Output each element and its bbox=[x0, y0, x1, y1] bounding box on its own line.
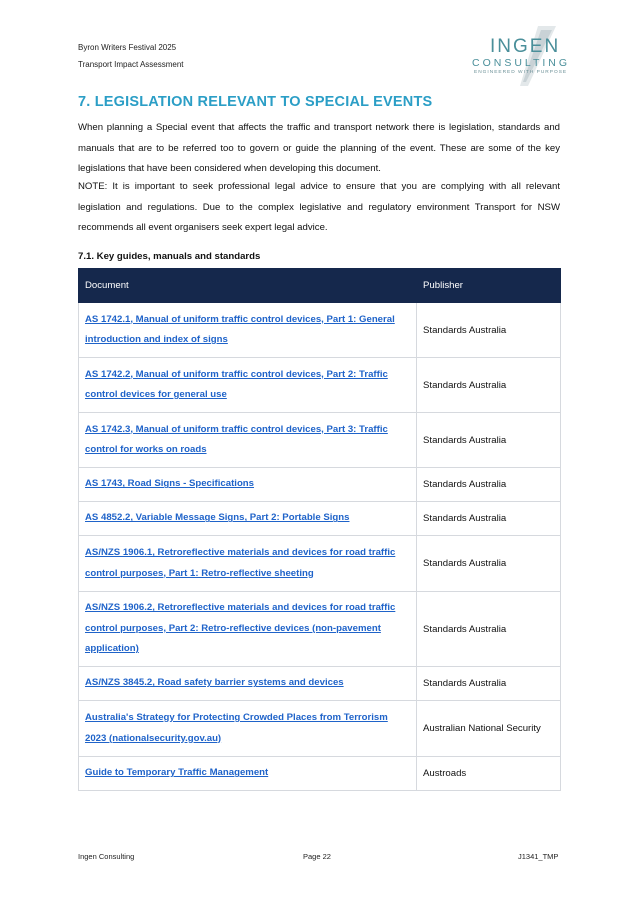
document-link[interactable]: AS 1742.1, Manual of uniform traffic control devices, Part 1: General introduction and index of signs bbox=[85, 313, 395, 345]
document-link[interactable]: Guide to Temporary Traffic Management bbox=[85, 767, 269, 779]
publisher-cell: Standards Australia bbox=[417, 667, 561, 701]
publisher-cell: Standards Australia bbox=[417, 303, 561, 358]
document-cell bbox=[79, 757, 417, 791]
document-cell bbox=[79, 592, 417, 667]
header-document-type: Transport Impact Assessment bbox=[78, 60, 184, 69]
publisher-cell: Standards Australia bbox=[417, 536, 561, 592]
table-row bbox=[79, 413, 561, 468]
document-cell bbox=[79, 536, 417, 592]
table-row bbox=[79, 667, 561, 701]
header-event-name: Byron Writers Festival 2025 bbox=[78, 43, 177, 52]
document-link[interactable]: Australia's Strategy for Protecting Crowded Places from Terrorism 2023 (nationalsecurity.gov.au) bbox=[85, 712, 388, 744]
document-cell bbox=[79, 358, 417, 413]
publisher-cell: Standards Australia bbox=[417, 592, 561, 667]
table-row bbox=[79, 358, 561, 413]
document-cell bbox=[79, 667, 417, 701]
page-header bbox=[78, 39, 184, 73]
logo-tagline: ENGINEERED WITH PURPOSE bbox=[474, 70, 568, 75]
publisher-cell: Australian National Security bbox=[417, 701, 561, 757]
publisher-cell: Standards Australia bbox=[417, 358, 561, 413]
publisher-cell: Standards Australia bbox=[417, 468, 561, 502]
document-link[interactable]: AS 4852.2, Variable Message Signs, Part 2: Portable Signs bbox=[85, 512, 350, 524]
note-paragraph: NOTE: It is important to seek professional legal advice to ensure that you are complying with all relevant legislation and regulations. Due to the complex legislative and regulatory environment Transport for NSW recommends all event organisers seek expert legal advice. bbox=[78, 181, 560, 233]
footer-page-number: Page 22 bbox=[303, 852, 331, 861]
publisher-cell: Standards Australia bbox=[417, 502, 561, 536]
table-row bbox=[79, 592, 561, 667]
document-cell bbox=[79, 413, 417, 468]
document-cell bbox=[79, 502, 417, 536]
ingen-consulting-logo bbox=[468, 24, 571, 90]
table-row bbox=[79, 468, 561, 502]
standards-table bbox=[78, 268, 561, 791]
document-link[interactable]: AS/NZS 3845.2, Road safety barrier systems and devices bbox=[85, 677, 344, 689]
document-link[interactable]: AS/NZS 1906.2, Retroreflective materials and devices for road traffic control purposes, Part 2: Retro-reflective devices (non-pavement application) bbox=[85, 602, 396, 655]
document-cell bbox=[79, 303, 417, 358]
table-row bbox=[79, 757, 561, 791]
publisher-cell: Standards Australia bbox=[417, 413, 561, 468]
logo-word-ingen: INGEN bbox=[490, 36, 561, 57]
document-cell bbox=[79, 701, 417, 757]
document-link[interactable]: AS 1742.2, Manual of uniform traffic control devices, Part 2: Traffic control devices for general use bbox=[85, 368, 388, 400]
footer-company: Ingen Consulting bbox=[78, 852, 135, 861]
column-header-document: Document bbox=[79, 269, 417, 303]
publisher-cell: Austroads bbox=[417, 757, 561, 791]
table-row bbox=[79, 701, 561, 757]
document-link[interactable]: AS 1743, Road Signs - Specifications bbox=[85, 478, 255, 490]
section-title: 7. LEGISLATION RELEVANT TO SPECIAL EVENTS bbox=[78, 94, 433, 110]
table-row bbox=[79, 536, 561, 592]
subsection-title: 7.1. Key guides, manuals and standards bbox=[78, 251, 261, 262]
document-cell bbox=[79, 468, 417, 502]
column-header-publisher: Publisher bbox=[417, 269, 561, 303]
document-link[interactable]: AS/NZS 1906.1, Retroreflective materials and devices for road traffic control purposes, Part 1: Retro-reflective sheeting bbox=[85, 547, 396, 579]
intro-paragraph: When planning a Special event that affects the traffic and transport network there is legislation, standards and manuals that are to be referred too to govern or guide the planning of the event. These are some of the key legislations that have been considered when developing this document. bbox=[78, 122, 560, 174]
document-link[interactable]: AS 1742.3, Manual of uniform traffic control devices, Part 3: Traffic control for works on roads bbox=[85, 423, 388, 455]
table-row bbox=[79, 502, 561, 536]
footer-document-ref: J1341_TMP bbox=[518, 852, 559, 861]
table-row bbox=[79, 303, 561, 358]
logo-word-consulting: CONSULTING bbox=[472, 57, 571, 69]
table-header-row bbox=[79, 269, 561, 303]
